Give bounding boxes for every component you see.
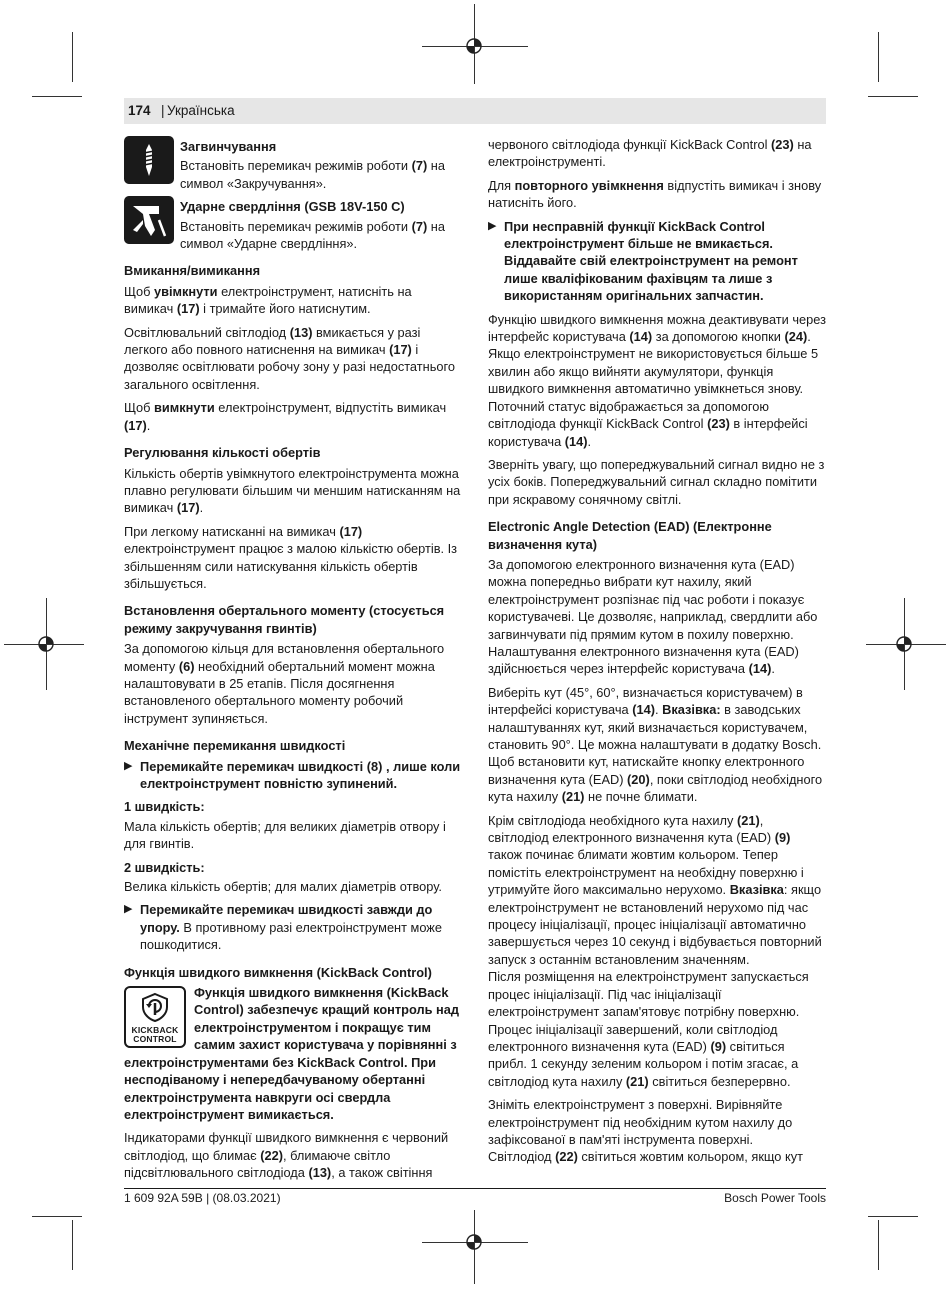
warning-bullet: ▶ Перемикайте перемикач швидкості (8) , лише коли електроінструмент повністю зупинений.	[124, 758, 461, 791]
footer-doc-id: 1 609 92A 59B | (08.03.2021)	[124, 1191, 281, 1205]
crop-mark	[878, 32, 879, 82]
crop-mark	[878, 1220, 879, 1270]
gear-2-text: Велика кількість обертів; для малих діаметрів отвору.	[124, 879, 442, 895]
registration-target-icon	[465, 1233, 483, 1251]
gear-2-title: 2 швидкість:	[124, 859, 205, 875]
section-heading-gear: Механічне перемикання швидкості	[124, 738, 346, 754]
paragraph: червоного світлодіода функції KickBack Control (23) на електроінструменті.	[488, 137, 812, 170]
impact-mode-block	[124, 196, 462, 252]
crop-mark	[32, 96, 82, 97]
paragraph: Зніміть електроінструмент з поверхні. Вирівняйте електроінструмент під необхідним кутом нахилу до зафіксованої в пам'яті інструмента поверхні.	[488, 1097, 793, 1147]
header-separator: |	[161, 103, 165, 118]
gear-1-title: 1 швидкість:	[124, 799, 205, 815]
warning-bullet: ▶ При несправній функції KickBack Control електроінструмент більше не вмикається. Віддавайте свій електроінструмент на ремонт лише кваліфікованим фахівцям та лише з використанням оригінальних запчастин.	[488, 218, 798, 304]
paragraph: Після розміщення на електроінструмент запускається процес ініціалізації. Під час ініціалізації електроінструмент запам'ятовує потрібну поверхню. Процес ініціалізації завершений, коли світлодіод електронного визначення кута (EAD) (9) світиться прибл. 1 секунду зеленим кольором і потім згасає, а світлодіод кута нахилу (21) світиться безперервно.	[488, 969, 809, 1089]
section-heading-speed: Регулювання кількості обертів	[124, 445, 321, 461]
paragraph: Для повторного увімкнення відпустіть вимикач і знову натисніть його.	[488, 177, 822, 211]
header-language: Українська	[167, 103, 235, 118]
footer-divider	[124, 1188, 826, 1189]
paragraph: Функцію швидкого вимкнення можна деактивувати через інтерфейс користувача (14) за допомогою кнопки (24). Якщо електроінструмент не використовується більше 5 хвилин або якщо вийняти акумулятори, функція швидкого вимкнення автоматично увімкнеться знову. Поточний статус відображається за допомогою світлодіода функції KickBack Control (23) в інтерфейсі користувача (14).	[488, 311, 826, 449]
impact-mode-title: Ударне свердління (GSB 18V-150 C)	[180, 199, 405, 215]
paragraph: Світлодіод (22) світиться жовтим кольором, якщо кут	[488, 1149, 803, 1165]
paragraph: Виберіть кут (45°, 60°, визначається користувачем) в інтерфейсі користувача (14). Вказівка: в заводських налаштуваннях кут, який визначається користувачем, становить 90°. Це можна налаштувати в додатку Bosch. Щоб встановити кут, натискайте кнопку електронного визначення кута (EAD) (20), поки світлодіод необхідного кута нахилу (21) не почне блимати.	[488, 684, 823, 805]
paragraph: За допомогою кільця для встановлення обертального моменту (6) необхідний обертальний момент можна налаштовувати в 25 етапів. Після досягнення встановленого обертального моменту робочий інструмент зупиняється.	[124, 641, 445, 726]
section-heading-onoff: Вмикання/вимикання	[124, 263, 261, 279]
paragraph: Щоб вимкнути електроінструмент, відпустіть вимикач (17).	[124, 400, 447, 433]
screw-mode-title: Загвинчування	[180, 139, 277, 154]
paragraph: За допомогою електронного визначення кута (EAD) можна попередньо вибрати кут нахилу, який електроінструмент розпізнає під час роботи і показує користувачеві. Це дозволяє, наприклад, свердлити або загвинчувати під прямим кутом в похилу поверхню. Налаштування електронного визначення кута (EAD) здійснюється через інтерфейс користувача (14).	[488, 556, 818, 677]
registration-target-icon	[895, 635, 913, 653]
paragraph: Зверніть увагу, що попереджувальний сигнал видно не з усіх боків. Попереджувальний сигнал складно помітити при яскравому сонячному світлі.	[488, 456, 825, 507]
crop-mark	[72, 1220, 73, 1270]
paragraph: При легкому натисканні на вимикач (17) електроінструмент працює з малою кількістю обертів. Із збільшенням сили натискування кількість обертів збільшується.	[124, 523, 458, 591]
page-number: 174	[128, 103, 151, 118]
paragraph: Крім світлодіода необхідного кута нахилу (21), світлодіод електронного визначення кута (EAD) (9) також починає блимати жовтим кольором. Тепер помістіть електроінструмент на необхідну поверхню і утримуйте його максимально нерухомо. Вказівка: якщо електроінструмент не встановлений нерухомо під час процесу ініціалізації, процес ініціалізації автоматично завершується через 10 секунд і відбувається повторний запуск з останнім встановленим значенням.	[488, 812, 822, 967]
right-column	[488, 136, 826, 1172]
triangle-bullet-icon: ▶	[124, 759, 133, 772]
kickback-bold-text: Функція швидкого вимкнення (KickBack Control) забезпечує кращий контроль над електроінструментом і покращує тим самим захист користувача у порівнянні з електроінструментами без KickBack Control. При несподіваному і непередбачуваному обертанні електроінструмента навкруги осі свердла електроінструмент вимикається.	[124, 985, 460, 1122]
impact-mode-text: Встановіть перемикач режимів роботи (7) на символ «Ударне свердління».	[180, 218, 445, 252]
gear-1-text: Мала кількість обертів; для великих діаметрів отвору і для гвинтів.	[124, 818, 446, 852]
warning-bullet: ▶ Перемикайте перемикач швидкості завжди до упору. В противному разі електроінструмент може пошкодитися.	[124, 902, 442, 953]
screwdriver-icon	[124, 136, 174, 184]
crop-mark	[868, 1216, 918, 1217]
footer-brand: Bosch Power Tools	[724, 1191, 826, 1205]
section-heading-kickback: Функція швидкого вимкнення (KickBack Control)	[124, 964, 432, 980]
triangle-bullet-icon: ▶	[124, 903, 133, 916]
section-heading-torque: Встановлення обертального моменту (стосується режиму закручування гвинтів)	[124, 603, 445, 636]
paragraph: Освітлювальний світлодіод (13) вмикається у разі легкого або повного натиснення на вимикач (17) і дозволяє освітлювати робочу зону у разі недостатнього загального освітлення.	[124, 324, 455, 392]
section-heading-ead: Electronic Angle Detection (EAD) (Електронне визначення кута)	[488, 519, 772, 552]
impact-drill-icon	[124, 196, 174, 244]
paragraph: Щоб увімкнути електроінструмент, натисніть на вимикач (17) і тримайте його натиснутим.	[124, 283, 412, 317]
paragraph: Індикаторами функції швидкого вимкнення є червоний світлодіод, що блимає (22), блимаюче світло підсвітлювального світлодіода (13), а також світіння	[124, 1130, 449, 1181]
crop-mark	[72, 32, 73, 82]
registration-target-icon	[37, 635, 55, 653]
crop-mark	[868, 96, 918, 97]
kickback-block	[124, 984, 462, 1123]
page-header	[124, 98, 826, 124]
screw-mode-block	[124, 136, 462, 192]
left-column	[124, 136, 462, 1188]
kickback-control-icon: KICKBACK CONTROL	[124, 986, 186, 1048]
paragraph: Кількість обертів увімкнутого електроінструмента можна плавно регулювати більшим чи меншим натисканням на вимикач (17).	[124, 465, 461, 516]
registration-target-icon	[465, 37, 483, 55]
screw-mode-text: Встановіть перемикач режимів роботи (7) на символ «Закручування».	[180, 158, 445, 191]
triangle-bullet-icon: ▶	[488, 219, 497, 232]
crop-mark	[32, 1216, 82, 1217]
